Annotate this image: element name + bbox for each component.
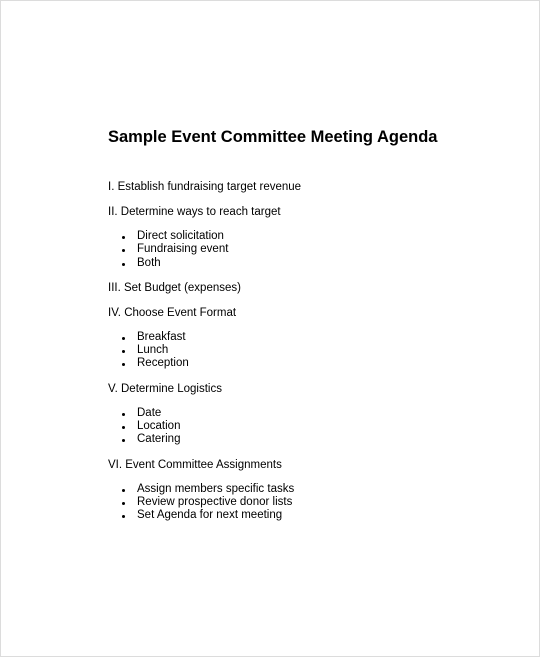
bullet-icon xyxy=(122,413,125,416)
list-item-text: Review prospective donor lists xyxy=(137,495,293,508)
section-heading: VI. Event Committee Assignments xyxy=(108,458,282,471)
list-item xyxy=(108,407,508,420)
list-item-text: Both xyxy=(137,256,161,269)
bullet-list xyxy=(108,331,508,371)
list-item-text: Location xyxy=(137,420,181,433)
bullet-list xyxy=(108,230,508,270)
section-heading: I. Establish fundraising target revenue xyxy=(108,181,302,193)
bullet-icon xyxy=(122,263,125,266)
bullet-icon xyxy=(122,489,125,492)
bullet-icon xyxy=(122,337,125,340)
list-item xyxy=(108,509,508,522)
list-item xyxy=(108,230,508,243)
list-item-text: Catering xyxy=(137,433,181,446)
list-item xyxy=(108,357,508,370)
bullet-icon xyxy=(122,515,125,518)
bullet-icon xyxy=(122,249,125,252)
section-heading: III. Set Budget (expenses) xyxy=(108,281,241,294)
list-item xyxy=(108,331,508,344)
list-item-text: Date xyxy=(137,406,162,419)
list-item xyxy=(108,243,508,256)
list-item-text: Breakfast xyxy=(137,330,186,343)
bullet-icon xyxy=(122,439,125,442)
list-item xyxy=(108,483,508,496)
list-item xyxy=(108,344,508,357)
section-heading: II. Determine ways to reach target xyxy=(108,206,281,218)
bullet-icon xyxy=(122,350,125,353)
bullet-icon xyxy=(122,236,125,239)
list-item-text: Direct solicitation xyxy=(137,230,224,242)
bullet-list xyxy=(108,407,508,447)
bullet-list xyxy=(108,483,508,523)
list-item-text: Set Agenda for next meeting xyxy=(137,509,283,522)
bullet-icon xyxy=(122,426,125,429)
section-heading: V. Determine Logistics xyxy=(108,382,222,395)
list-item-text: Assign members specific tasks xyxy=(137,482,295,495)
list-item-text: Lunch xyxy=(137,344,169,357)
list-item xyxy=(108,496,508,509)
section-heading: IV. Choose Event Format xyxy=(108,306,237,319)
list-item-text: Fundraising event xyxy=(137,243,229,256)
list-item-text: Reception xyxy=(137,357,189,370)
bullet-icon xyxy=(122,502,125,505)
bullet-icon xyxy=(122,363,125,366)
list-item xyxy=(108,257,508,270)
list-item xyxy=(108,433,508,446)
document-content xyxy=(108,127,508,534)
list-item xyxy=(108,420,508,433)
document-title: Sample Event Committee Meeting Agenda xyxy=(108,128,438,146)
